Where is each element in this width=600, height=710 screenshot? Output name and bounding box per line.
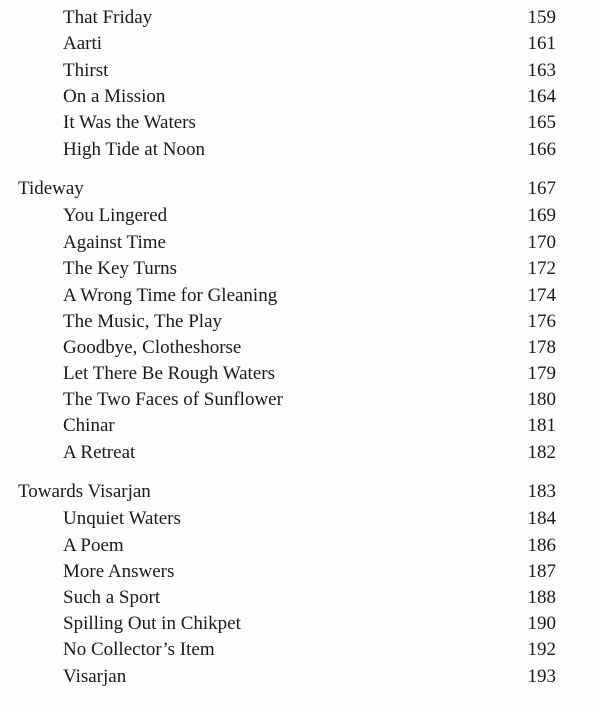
toc-entry-title: Chinar [63,415,115,436]
toc-entry-page: 163 [527,60,556,81]
toc-entry-title: No Collector’s Item [63,639,215,660]
toc-entry [0,388,600,412]
toc-entry-page: 167 [527,178,556,199]
toc-entry-title: Thirst [63,60,109,81]
toc-entry [0,231,600,255]
toc-entry-title: High Tide at Noon [63,139,205,160]
toc-entry-page: 164 [527,86,556,107]
toc-entry-title: More Answers [63,561,175,582]
toc-entry-page: 181 [527,415,556,436]
toc-entry [0,85,600,109]
toc-entry [0,257,600,281]
toc-entry-title: Against Time [63,232,166,253]
toc-entry-title: The Music, The Play [63,311,223,332]
toc-entry-page: 186 [527,535,556,556]
toc-entry-page: 188 [527,587,556,608]
toc-section-heading [0,177,600,201]
toc-entry [0,59,600,83]
toc-entry-title: On a Mission [63,86,166,107]
toc-entry [0,560,600,584]
toc-entry-title: That Friday [63,7,153,28]
toc-section-heading [0,480,600,504]
toc-entry-title: Goodbye, Clotheshorse [63,337,242,358]
toc-entry [0,534,600,558]
toc-entry [0,111,600,135]
toc-entry-page: 176 [527,311,556,332]
toc-entry [0,638,600,662]
toc-entry-page: 172 [527,258,556,279]
toc-entry-title: Spilling Out in Chikpet [63,613,241,634]
toc-entry-title: It Was the Waters [63,112,196,133]
toc-entry-title: Aarti [63,33,103,54]
toc-entry-page: 183 [527,481,556,502]
toc-entry-title: A Retreat [63,442,136,463]
toc-entry-title: Visarjan [63,666,127,687]
toc-entry [0,310,600,334]
toc-entry [0,612,600,636]
toc-entry-title: A Wrong Time for Gleaning [63,285,278,306]
toc-entry-title: Such a Sport [63,587,161,608]
toc-entry [0,441,600,465]
toc-entry-title: Let There Be Rough Waters [63,363,275,384]
toc-entry-title: A Poem [63,535,124,556]
toc-entry-page: 182 [527,442,556,463]
toc-entry [0,362,600,386]
toc-entry [0,204,600,228]
toc-entry [0,32,600,56]
toc-entry-page: 193 [527,666,556,687]
toc-entry-page: 192 [527,639,556,660]
toc-entry-page: 187 [527,561,556,582]
toc-entry-page: 174 [527,285,556,306]
toc-entry-page: 165 [527,112,556,133]
toc-entry [0,414,600,438]
toc-entry-title: The Two Faces of Sunflower [63,389,283,410]
toc-entry [0,586,600,610]
toc-entry-title: The Key Turns [63,258,178,279]
toc-entry-page: 169 [527,205,556,226]
toc-entry [0,507,600,531]
toc-entry-page: 180 [527,389,556,410]
toc-entry-page: 166 [527,139,556,160]
toc-entry [0,138,600,162]
toc-entry-page: 184 [527,508,556,529]
toc-entry-title: You Lingered [63,205,168,226]
toc-entry-page: 170 [527,232,556,253]
toc-entry [0,336,600,360]
toc-entry-page: 178 [527,337,556,358]
toc-entry-page: 190 [527,613,556,634]
toc-entry-page: 179 [527,363,556,384]
toc-entry-title: Tideway [18,178,84,199]
toc-entry [0,6,600,30]
toc-entry [0,284,600,308]
toc-entry-title: Towards Visarjan [18,481,151,502]
toc-entry-title: Unquiet Waters [63,508,181,529]
toc-entry [0,665,600,689]
toc-entry-page: 159 [527,7,556,28]
toc-entry-page: 161 [527,33,556,54]
